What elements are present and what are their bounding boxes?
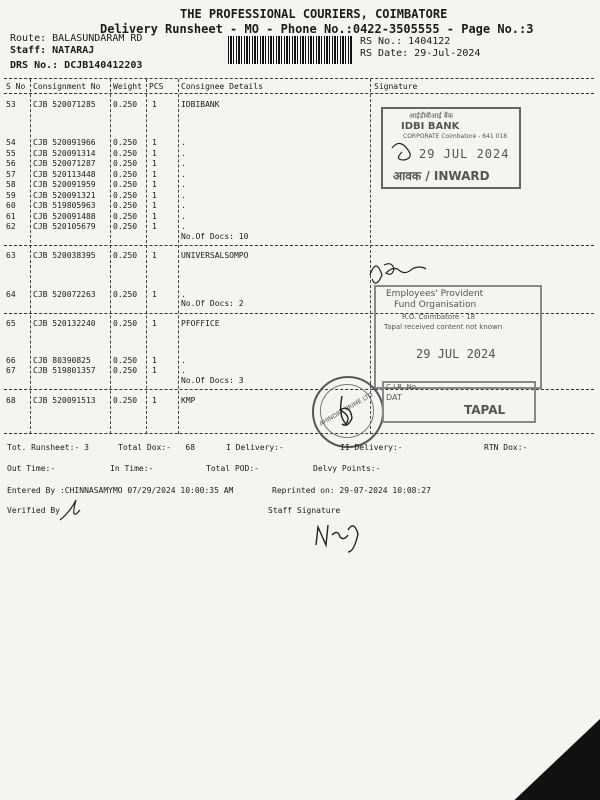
table-row-details: .: [181, 290, 186, 299]
kmp-dat: DAT: [386, 393, 402, 402]
table-row-weight: 0.250: [113, 319, 138, 328]
table-row-weight: 0.250: [113, 201, 138, 210]
table-row-pcs: 1: [152, 211, 157, 221]
table-row-sno: 65: [6, 319, 16, 328]
in-time: In Time:-: [110, 464, 154, 473]
table-row-pcs: 1: [152, 159, 157, 168]
table-row-sno: 63: [6, 251, 16, 260]
table-row-consignment: CJB 520091959: [33, 180, 96, 189]
col-pcs: PCS: [149, 82, 164, 91]
table-row-details: .: [181, 211, 186, 221]
table-row-sno: 57: [6, 169, 16, 179]
kmp-cir: C.I.R. No.: [386, 383, 419, 391]
idbi-stamp-top: आईडीबीआई बैंक: [409, 112, 454, 120]
table-row-consignment: CJB 520091966: [33, 138, 96, 147]
table-row-sno: 67: [6, 366, 16, 375]
table-row-sno: 66: [6, 356, 16, 365]
staff-signature-label: Staff Signature: [268, 506, 341, 515]
table-row-consignment: CJB 519801357: [33, 366, 96, 375]
table-row-pcs: 1: [152, 396, 157, 405]
table-row-sno: 64: [6, 290, 16, 299]
signature-idbi: [392, 143, 410, 160]
table-row-sno: 53: [6, 100, 16, 109]
rtn-dox: RTN Dox:-: [484, 443, 528, 452]
pf-stamp-line3: R.O. Coimbatore - 18: [402, 313, 476, 321]
doc-count: No.Of Docs: 2: [181, 299, 244, 308]
table-row-consignment: CJB 520071287: [33, 159, 96, 168]
table-row-consignment: CJB 520071285: [33, 100, 96, 109]
table-row-consignment: CJB 520038395: [33, 251, 96, 260]
signature-verified: [60, 500, 80, 520]
drs-number: DRS No.: DCJB140412203: [10, 60, 143, 71]
table-row-details: .: [181, 138, 186, 147]
total-dox: Total Dox:- 68: [118, 443, 196, 452]
table-row-pcs: 1: [152, 180, 157, 189]
table-row-pcs: 1: [152, 201, 157, 210]
table-row-details: .: [181, 180, 186, 189]
table-row-weight: 0.250: [113, 100, 138, 109]
idbi-stamp-date: 29 JUL 2024: [419, 147, 510, 161]
table-row-details: .: [181, 169, 186, 179]
entered-by: Entered By :CHINNASAMYMO 07/29/2024 10:00:35 AM: [7, 486, 234, 495]
table-row-weight: 0.250: [113, 211, 138, 221]
total-runsheet: Tot. Runsheet:- 3: [7, 443, 89, 452]
pf-stamp-line2: Fund Organisation: [394, 300, 477, 310]
table-row-sno: 62: [6, 222, 16, 231]
verified-by: Verified By: [7, 506, 60, 515]
rs-date: RS Date: 29-Jul-2024: [360, 48, 481, 59]
table-row-sno: 60: [6, 201, 16, 210]
table-row-pcs: 1: [152, 251, 157, 260]
table-row-details: .: [181, 222, 186, 231]
table-row-sno: 61: [6, 211, 16, 221]
table-row-weight: 0.250: [113, 159, 138, 168]
table-row-pcs: 1: [152, 100, 157, 109]
table-row-sno: 58: [6, 180, 16, 189]
kmp-tapal: TAPAL: [464, 403, 506, 417]
table-row-pcs: 1: [152, 290, 157, 299]
pf-stamp-line4: Tapal received content not known: [384, 323, 503, 331]
table-row-weight: 0.250: [113, 290, 138, 299]
table-row-weight: 0.250: [113, 222, 138, 231]
signature-staff: [316, 525, 358, 552]
total-pod: Total POD:-: [206, 464, 259, 473]
idbi-logo: IDBI BANK: [401, 121, 460, 132]
signature-kmp: [340, 396, 352, 425]
col-consignee: Consignee Details: [181, 82, 263, 91]
table-row-weight: 0.250: [113, 366, 138, 375]
table-row-weight: 0.250: [113, 138, 138, 147]
doc-count: No.Of Docs: 10: [181, 232, 249, 241]
table-row-weight: 0.250: [113, 396, 138, 405]
table-row-sno: 68: [6, 396, 16, 405]
i-delivery: I Delivery:-: [226, 443, 284, 452]
table-row-details: IDBIBANK: [181, 100, 220, 109]
table-row-consignment: CJB 520105679: [33, 222, 96, 231]
table-row-details: .: [181, 190, 186, 200]
table-row-details: PFOFFICE: [181, 319, 220, 328]
table-row-pcs: 1: [152, 222, 157, 231]
staff: Staff: NATARAJ: [10, 45, 95, 56]
table-row-consignment: CJB 520132240: [33, 319, 96, 328]
doc-count: No.Of Docs: 3: [181, 376, 244, 385]
col-consignment: Consignment No: [33, 82, 101, 91]
table-row-consignment: CJB 520113448: [33, 169, 96, 179]
table-row-consignment: CJB 520072263: [33, 290, 96, 299]
table-row-consignment: CJB 520091488: [33, 211, 96, 221]
table-row-consignment: CJB 520091321: [33, 190, 96, 200]
table-row-sno: 59: [6, 190, 16, 200]
col-signature: Signature: [374, 82, 418, 91]
table-row-weight: 0.250: [113, 148, 138, 158]
table-row-pcs: 1: [152, 190, 157, 200]
table-row-pcs: 1: [152, 356, 157, 365]
table-row-details: .: [181, 159, 186, 168]
table-row-consignment: CJB 80390825: [33, 356, 91, 365]
table-row-details: .: [181, 366, 186, 375]
pf-stamp-line1: Employees' Provident: [386, 289, 484, 299]
table-row-details: KMP: [181, 396, 196, 405]
table-row-weight: 0.250: [113, 180, 138, 189]
table-row-weight: 0.250: [113, 251, 138, 260]
table-row-details: UNIVERSALSOMPO: [181, 251, 249, 260]
table-row-details: .: [181, 148, 186, 158]
table-row-consignment: CJB 519805963: [33, 201, 96, 210]
table-row-pcs: 1: [152, 148, 157, 158]
table-row-weight: 0.250: [113, 190, 138, 200]
table-row-weight: 0.250: [113, 356, 138, 365]
out-time: Out Time:-: [7, 464, 56, 473]
idbi-inward: आवक / INWARD: [393, 169, 490, 183]
ii-delivery: II Delivery:-: [340, 443, 403, 452]
table-row-sno: 56: [6, 159, 16, 168]
rs-number: RS No.: 1404122: [360, 36, 451, 47]
col-sno: S No: [6, 82, 26, 91]
pf-stamp-date: 29 JUL 2024: [416, 347, 496, 361]
table-row-consignment: CJB 520091314: [33, 148, 96, 158]
table-row-pcs: 1: [152, 138, 157, 147]
table-row-pcs: 1: [152, 319, 157, 328]
table-row-pcs: 1: [152, 366, 157, 375]
kmp-stamp-text: AHINDRA PRIME LTD: [318, 391, 375, 428]
reprinted-on: Reprinted on: 29-07-2024 10:08:27: [272, 486, 431, 495]
table-row-details: .: [181, 356, 186, 365]
idbi-stamp-sub: CORPORATE Coimbatore - 641 018: [403, 133, 508, 140]
table-row-sno: 54: [6, 138, 16, 147]
signature-universalsompo: [370, 264, 426, 284]
runsheet-subtitle: Delivery Runsheet - MO - Phone No.:0422-3505555 - Page No.:3: [100, 22, 534, 36]
table-row-pcs: 1: [152, 169, 157, 179]
company-name: THE PROFESSIONAL COURIERS, COIMBATORE: [180, 7, 448, 21]
route: Route: BALASUNDARAM RD: [10, 33, 143, 44]
table-row-sno: 55: [6, 148, 16, 158]
delvy-points: Delvy Points:-: [313, 464, 381, 473]
table-row-details: .: [181, 201, 186, 210]
table-row-consignment: CJB 520091513: [33, 396, 96, 405]
table-row-weight: 0.250: [113, 169, 138, 179]
col-weight: Weight: [113, 82, 142, 91]
